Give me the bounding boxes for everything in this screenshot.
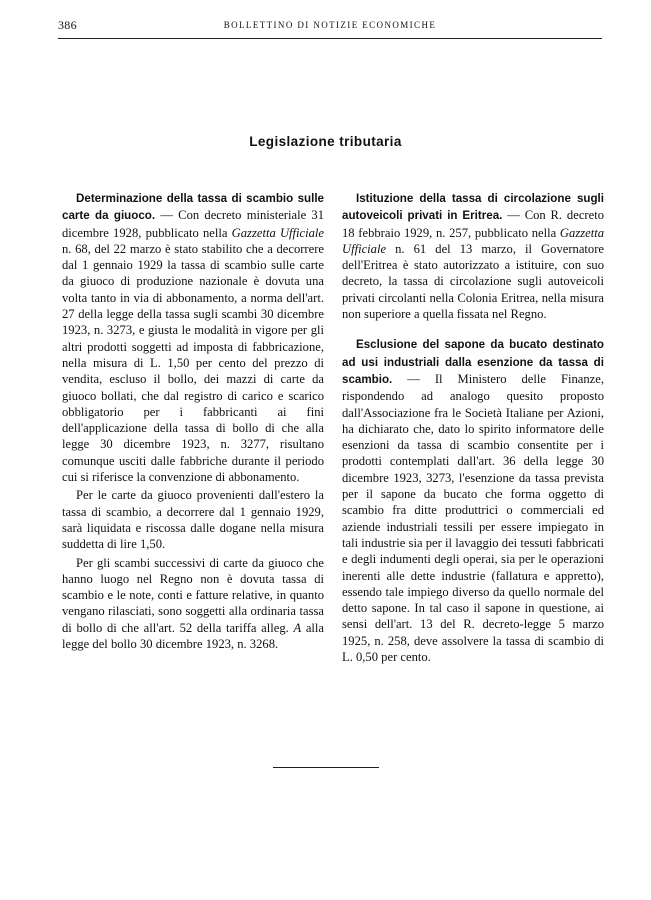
article-carte-da-giuoco (62, 190, 324, 652)
article-paragraph (342, 336, 604, 665)
section-title: Legislazione tributaria (249, 134, 402, 149)
article-headline: Istituzione della tassa di circolazione sugli autoveicoli privati in Eritrea. (342, 192, 604, 223)
article-paragraph (62, 190, 324, 485)
gazzetta-ufficiale-title: Gazzetta Ufficiale (342, 225, 604, 256)
allegato-letter: A (293, 620, 302, 635)
article-headline: Determinazione della tassa di scambio sulle carte da giuoco. (62, 192, 324, 223)
article-tassa-circolazione-eritrea (342, 190, 604, 322)
article-paragraph: Per le carte da giuoco provenienti dall'estero la tassa di scambio, a decorrere dal 1 gennaio 1929, sarà liquidata e riscossa dalle dogane nella misura suddetta di lire 1,50. (62, 488, 324, 552)
gazzetta-ufficiale-title: Gazzetta Ufficiale (231, 225, 325, 240)
running-head: BOLLETTINO DI NOTIZIE ECONOMICHE (223, 20, 437, 30)
article-text: Per gli scambi successivi di carte da giuoco che hanno luogo nel Regno non è dovuta tassa di scambio e le note, conti e fatture relative, in quanto vengano rilasciati, sono soggetti alla ordinaria tassa di bollo di che all'art. 52 della tariffa alleg. (62, 555, 324, 635)
right-column (342, 190, 604, 665)
article-paragraph (62, 555, 324, 653)
article-text: — Il Ministero delle Finanze, rispondendo ad analogo quesito proposto dall'Associazione fra le Società Italiane per Azioni, ha dichiarato che, dato lo spirito informatore delle esenzioni da tassa di scambio consentite per i prodotti contemplati dall'art. 36 della legge 30 dicembre 1923, 3273, l'esenzione da tassa prevista per il sapone da bucato che forma oggetto di scambio fra ditte produttrici o commerciali ed aziende industriali tessili per essere impiegato in tali industrie sia per il lavaggio dei tessuti fabbricati e degli indumenti degli operai, sia per le operazioni inerenti alle dette industrie (fallatura e appretto), essendo tale impiego diverso da quello normale del detto sapone. In tal caso il sapone in questione, ai sensi dell'art. 13 del R. decreto-legge 5 marzo 1925, n. 258, deve assolvere la tassa di scambio di L. 0,50 per cento. (342, 371, 604, 665)
page-header (58, 16, 602, 39)
article-text: — Con R. decreto 18 febbraio 1929, n. 257, pubblicato nella (342, 208, 604, 240)
article-text: — Con decreto ministeriale 31 dicembre 1928, pubblicato nella (62, 208, 324, 240)
article-text: n. 61 del 13 marzo, il Governatore dell'Eritrea è stato autorizzato a istituire, con suo decreto, la tassa di circolazione sugli autoveicoli privati circolanti nella Colonia Eritrea, nella misura non superiore a quella fissata nel Regno. (342, 241, 604, 322)
article-sapone-da-bucato (342, 336, 604, 665)
end-rule-divider (273, 767, 379, 768)
article-text: n. 68, del 22 marzo è stato stabilito che a decorrere dal 1 gennaio 1929 la tassa di scambio sulle carte da giuoco di produzione nazionale è dovuta una volta tanto in via di abbonamento, a norma dell'art. 27 della legge della tassa sugli scambi 30 dicembre 1923, n. 3273, e giusta le modalità in vigore per gli altri prodotti soggetti ad imposta di fabbricazione, nella misura di L. 1,50 per cento del prezzo di vendita, escluso il bollo, dei mazzi di carte da giuoco bollati, che dal registro di carico e scarico obbligatorio per i fabbricanti ai fini dell'applicazione della tassa di bollo di che alla legge 30 dicembre 1923, n. 3277, risultano comunque usciti dalle fabbriche durante il periodo cui si riferisce la convenzione di abbonamento. (62, 241, 324, 485)
page-number: 386 (58, 18, 77, 32)
article-headline: Esclusione del sapone da bucato destinato ad usi industriali dalla esenzione da tassa di scambio. (342, 338, 604, 386)
left-column (62, 190, 324, 652)
article-paragraph (342, 190, 604, 322)
article-text: alla legge del bollo 30 dicembre 1923, n. 3268. (62, 620, 324, 652)
